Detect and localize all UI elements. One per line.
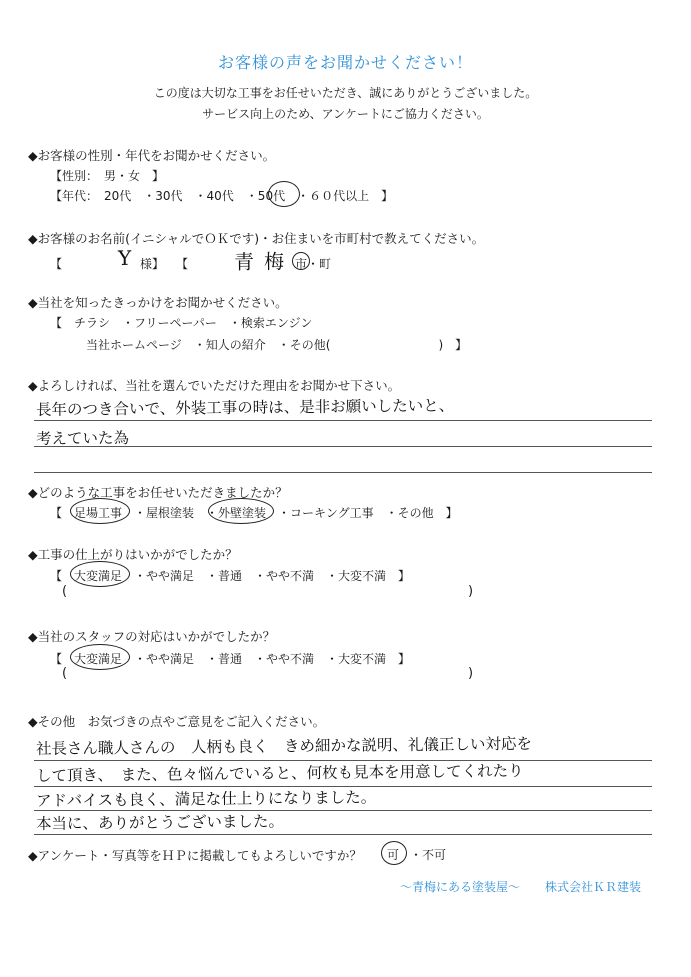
q6-selected-circle bbox=[70, 561, 130, 587]
q6-paren-close: ) bbox=[468, 584, 474, 599]
q2-name-answer: Y bbox=[117, 245, 132, 270]
q2-bracket-open: 【 bbox=[50, 257, 63, 271]
q5-options: 【 足場工事 ・屋根塗装 ・外壁塗装 ・コーキング工事 ・その他 】 bbox=[50, 506, 458, 520]
intro-line-1: この度は大切な工事をお任せいただき、誠にありがとうございました。 bbox=[153, 86, 538, 100]
q2-label: ◆お客様のお名前(イニシャルでＯＫです)・お住まいを市町村で教えてください。 bbox=[28, 231, 485, 246]
footer-tagline: ～青梅にある塗装屋～ bbox=[400, 880, 521, 894]
q5-label: ◆どのような工事をお任せいただきましたか？ bbox=[28, 485, 288, 500]
q8-rule-4 bbox=[34, 834, 652, 835]
intro-line-2: サービス向上のため、アンケートにご協力ください。 bbox=[202, 107, 489, 121]
survey-title: お客様の声をお聞かせください！ bbox=[217, 53, 473, 72]
q4-answer-line-1: 長年のつき合いで、外装工事の時は、是非お願いしたいと、 bbox=[35, 396, 455, 419]
q9-label: ◆アンケート・写真等をＨＰに掲載してもよろしいですか？ bbox=[28, 848, 362, 863]
q4-label: ◆よろしければ、当社を選んでいただけた理由をお聞かせ下さい。 bbox=[28, 378, 401, 393]
q8-answer-line-4: 本当に、ありがとうございました。 bbox=[35, 812, 285, 833]
q7-options: 【 大変満足 ・やや満足 ・普通 ・やや不満 ・大変不満 】 bbox=[50, 652, 411, 666]
q8-answer-line-1: 社長さん職人さんの 人柄も良く きめ細かな説明、礼儀正しい対応を bbox=[35, 734, 533, 758]
q7-selected-circle bbox=[70, 644, 130, 670]
q2-city-answer: 青梅 bbox=[233, 249, 295, 274]
q8-answer-line-3: アドバイスも良く、満足な仕上りになりました。 bbox=[35, 788, 377, 810]
q9-no: ・不可 bbox=[410, 848, 447, 862]
q2-city-suffix: 市・町 bbox=[295, 257, 332, 271]
q2-name-suffix: 様】 【 bbox=[140, 257, 189, 271]
q7-paren-close: ) bbox=[468, 666, 474, 681]
q7-paren-open: ( bbox=[62, 666, 68, 681]
q1-label: ◆お客様の性別・年代をお聞かせください。 bbox=[28, 148, 276, 163]
q1-gender: 【性別： 男・女 】 bbox=[50, 169, 165, 183]
q3-options-line-1: 【 チラシ ・フリーペーパー ・検索エンジン bbox=[50, 316, 313, 330]
q4-rule-2 bbox=[34, 446, 652, 447]
q8-answer-line-2: して頂き、 また、色々悩んでいると、何枚も見本を用意してくれたり bbox=[35, 761, 524, 785]
q9-yes: 可 bbox=[387, 848, 400, 862]
q2-city-selected-circle bbox=[292, 252, 310, 270]
q6-options: 【 大変満足 ・やや満足 ・普通 ・やや不満 ・大変不満 】 bbox=[50, 569, 411, 583]
q4-rule-1 bbox=[34, 420, 652, 421]
footer-company: 株式会社ＫＲ建装 bbox=[545, 880, 642, 894]
q8-label: ◆その他 お気づきの点やご意見をご記入ください。 bbox=[28, 714, 326, 729]
q9-selected-circle bbox=[381, 841, 407, 865]
q6-paren-open: ( bbox=[62, 584, 68, 599]
q7-label: ◆当社のスタッフの対応はいかがでしたか？ bbox=[28, 629, 276, 644]
q5-selected-circle-scaffold bbox=[70, 498, 130, 524]
q3-options-line-2: 当社ホームページ ・知人の紹介 ・その他( ) 】 bbox=[86, 338, 468, 352]
q1-age: 【年代： 20代 ・30代 ・40代 ・50代 ・６０代以上 】 bbox=[50, 189, 394, 203]
q4-rule-3 bbox=[34, 472, 652, 473]
q6-label: ◆工事の仕上がりはいかがでしたか？ bbox=[28, 547, 238, 562]
q4-answer-line-2: 考えていた為 bbox=[35, 429, 130, 448]
q3-label: ◆当社を知ったきっかけをお聞かせください。 bbox=[28, 295, 288, 310]
q1-age-selected-circle bbox=[268, 181, 300, 207]
q5-selected-circle-wall bbox=[208, 498, 274, 524]
